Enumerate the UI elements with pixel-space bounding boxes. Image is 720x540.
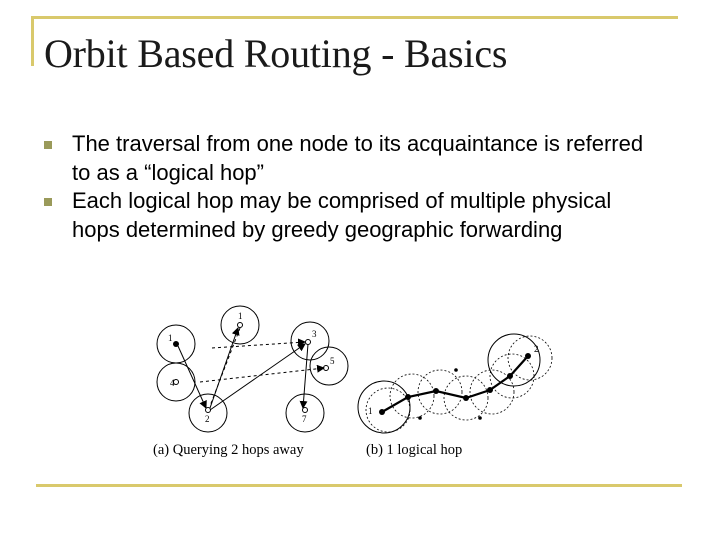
node-marker: [306, 340, 311, 345]
panel-a-querying: [153, 306, 348, 458]
routing-figure: [150, 300, 560, 465]
greedy-forwarding-path: [382, 356, 528, 412]
routing-diagram: [150, 300, 560, 465]
node-range-circle: [157, 363, 195, 401]
query-path: [178, 346, 206, 408]
hop-node: [405, 394, 411, 400]
frame-top-rule: [31, 16, 678, 19]
node-range-circle: [310, 347, 348, 385]
bullet-item: [44, 187, 664, 244]
source-range-circle: [358, 381, 410, 433]
frame-bottom-rule: [36, 484, 682, 487]
panel-b-logical-hop: [358, 334, 552, 458]
hop-node: [487, 387, 493, 393]
node-label: 5: [330, 356, 335, 366]
caption-b: (b) 1 logical hop: [366, 442, 463, 458]
query-path: [303, 344, 308, 408]
hop-node: [463, 395, 469, 401]
neighbor-node: [418, 416, 422, 420]
node-label: 3: [312, 329, 317, 339]
square-bullet-icon: [44, 141, 52, 149]
neighbor-node: [478, 416, 482, 420]
bullet-text: The traversal from one node to its acquaintance is referred to as a “logical hop”: [72, 131, 644, 185]
square-bullet-icon: [44, 198, 52, 206]
hop-range-circle: [366, 388, 410, 432]
hop-node: [379, 409, 385, 415]
hop-node: [507, 373, 513, 379]
frame-left-rule: [31, 16, 34, 66]
bullet-list: [44, 130, 664, 244]
bullet-item: [44, 130, 664, 187]
node-label: 7: [302, 414, 307, 424]
neighbor-node: [454, 368, 458, 372]
node-label: 1: [368, 406, 373, 416]
node-marker: [303, 408, 308, 413]
caption-a: (a) Querying 2 hops away: [153, 442, 304, 458]
node-label: 2: [534, 344, 539, 354]
hop-node: [525, 353, 531, 359]
slide-title: Orbit Based Routing - Basics: [44, 31, 508, 76]
node-label: 1: [238, 311, 243, 321]
bullet-text: Each logical hop may be comprised of multiple physical hops determined by greedy geographic forwarding: [72, 188, 612, 242]
hop-node: [433, 388, 439, 394]
destination-range-circle: [488, 334, 540, 386]
node-label: 4: [170, 378, 175, 388]
node-label: 1: [168, 333, 173, 343]
node-label: 2: [205, 414, 210, 424]
node-marker: [238, 323, 243, 328]
node-marker: [206, 408, 211, 413]
node-marker: [324, 366, 329, 371]
